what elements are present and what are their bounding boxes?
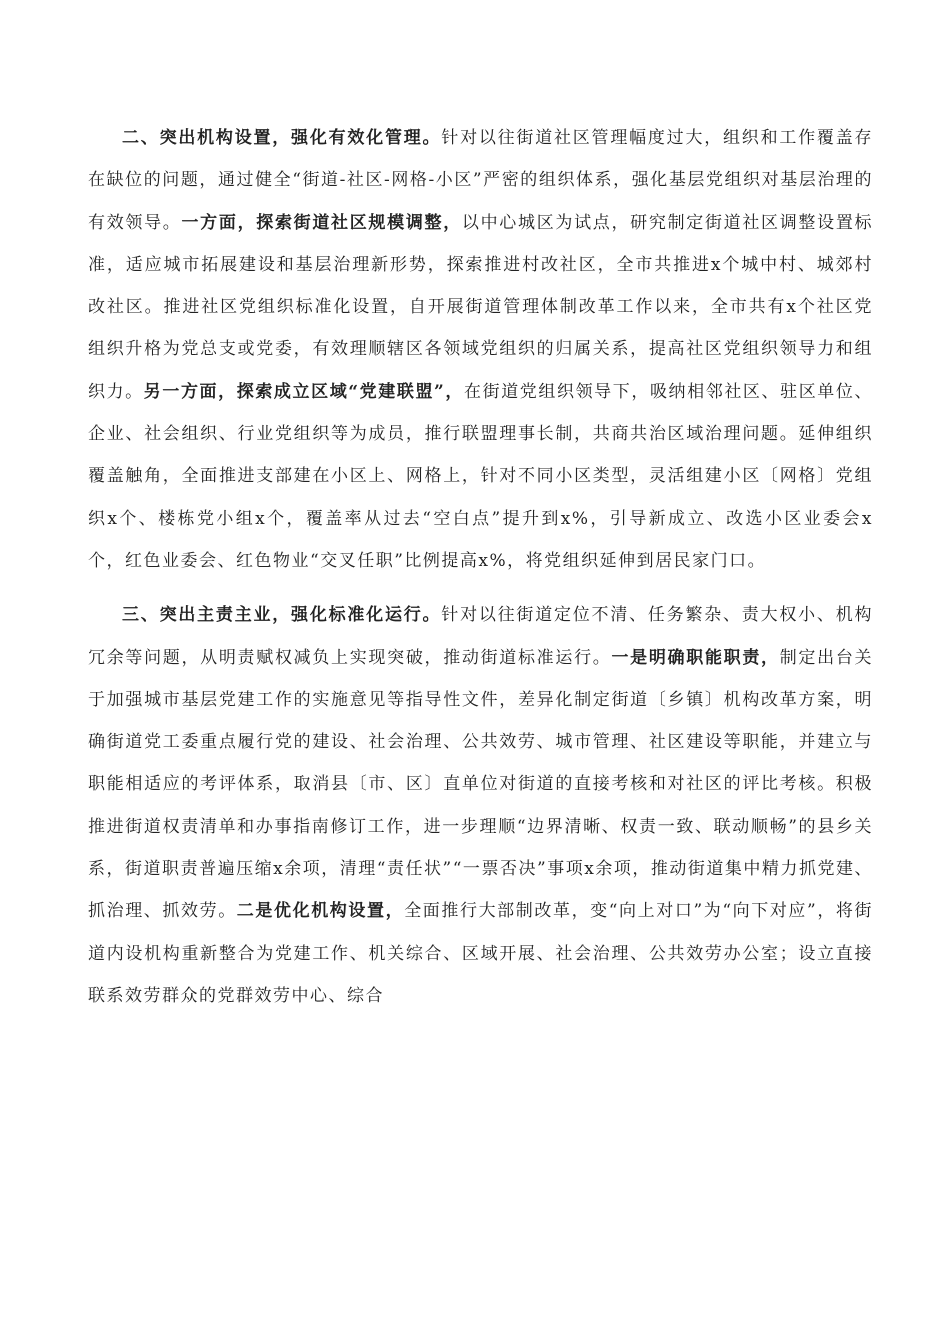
- emphasis-text: 二是优化机构设置，: [236, 901, 405, 922]
- emphasis-text: 一是明确职能职责，: [611, 647, 780, 668]
- section-heading: 三、突出主责主业，强化标准化运行。: [122, 605, 442, 626]
- body-text: 全面推行大部制改革，变“向上对口”为“向下对应”，将街道内设机构重新整合为党建工作、机关综合、区域开展、社会治理、公共效劳办公室；设立直接联系效劳群众的党群效劳中心、综合: [88, 901, 874, 1006]
- paragraph-section-3: [88, 594, 873, 1017]
- document-page: [88, 117, 873, 1029]
- body-text: 以中心城区为试点，研究制定街道社区调整设置标准，适应城市拓展建设和基层治理新形势，探索推进村改社区，全市共推进x个城中村、城郊村改社区。推进社区党组织标准化设置，自开展街道管理体制改革工作以来，全市共有x个社区党组织升格为党总支或党委，有效理顺辖区各领域党组织的归属关系，提高社区党组织领导力和组织力。: [88, 212, 874, 402]
- body-text: 在街道党组织领导下，吸纳相邻社区、驻区单位、企业、社会组织、行业党组织等为成员，推行联盟理事长制，共商共治区域治理问题。延伸组织覆盖触角，全面推进支部建在小区上、网格上，针对不同小区类型，灵活组建小区〔网格〕党组织x个、楼栋党小组x个，覆盖率从过去“空白点”提升到x%，引导新成立、改选小区业委会x个，红色业委会、红色物业“交叉任职”比例提高x%，将党组织延伸到居民家门口。: [88, 381, 873, 571]
- body-text: 针对以往街道定位不清、任务繁杂、责大权小、机构冗余等问题，从明责赋权减负上实现突破，推动街道标准运行。: [88, 605, 874, 668]
- paragraph-section-2: [88, 117, 873, 582]
- emphasis-text: 另一方面，探索成立区域“党建联盟”，: [143, 381, 465, 402]
- section-heading: 二、突出机构设置，强化有效化管理。: [122, 128, 442, 148]
- body-text: 制定出台关于加强城市基层党建工作的实施意见等指导性文件，差异化制定街道〔乡镇〕机构改革方案，明确街道党工委重点履行党的建设、社会治理、公共效劳、城市管理、社区建设等职能，并建立与职能相适应的考评体系，取消县〔市、区〕直单位对街道的直接考核和对社区的评比考核。积极推进街道权责清单和办事指南修订工作，进一步理顺“边界清晰、权责一致、联动顺畅”的县乡关系，街道职责普遍压缩x余项，清理“责任状”“一票否决”事项x余项，推动街道集中精力抓党建、抓治理、抓效劳。: [88, 647, 874, 922]
- body-text: 针对以往街道社区管理幅度过大，组织和工作覆盖存在缺位的问题，通过健全“街道-社区-网格-小区”严密的组织体系，强化基层党组织对基层治理的有效领导。: [88, 128, 874, 233]
- emphasis-text: 一方面，探索街道社区规模调整，: [181, 212, 462, 233]
